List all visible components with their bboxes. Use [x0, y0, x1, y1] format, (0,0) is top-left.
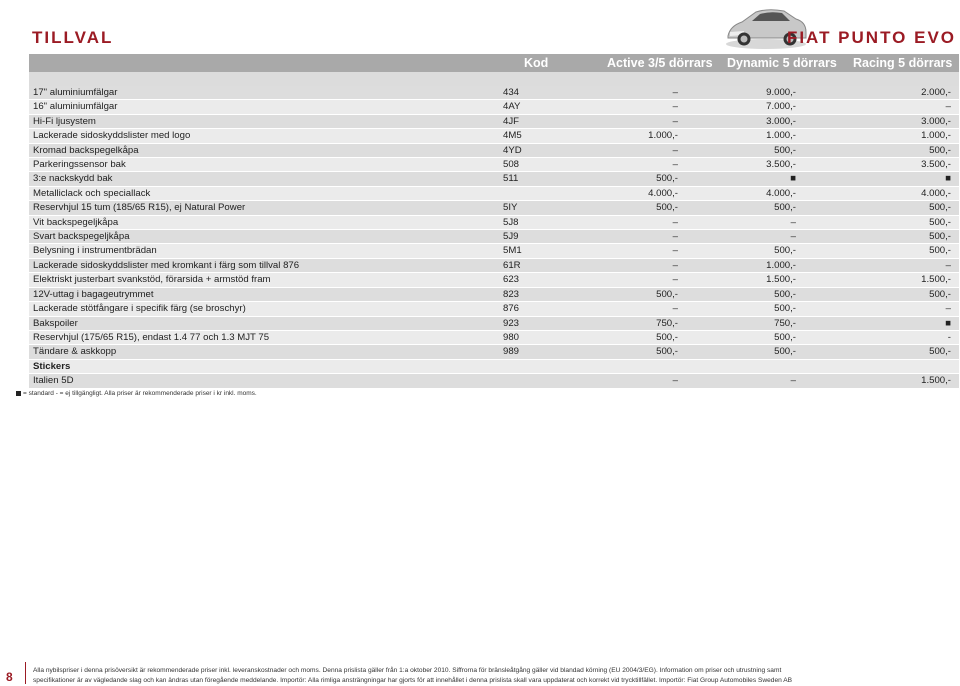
- price-active: 500,-: [563, 172, 680, 186]
- price-racing: 500,-: [798, 215, 959, 229]
- page-title: TILLVAL: [32, 28, 114, 47]
- option-code: [503, 359, 563, 373]
- price-racing: 1.500,-: [798, 273, 959, 287]
- option-name: 12V-uttag i bagageutrymmet: [29, 287, 503, 301]
- price-dynamic: 500,-: [680, 201, 798, 215]
- price-racing: 500,-: [798, 345, 959, 359]
- table-row: [29, 129, 959, 143]
- price-racing: ■: [798, 172, 959, 186]
- option-code: [503, 186, 563, 200]
- page-number: 8: [6, 670, 13, 684]
- options-table: [29, 86, 959, 389]
- price-dynamic: 1.000,-: [680, 129, 798, 143]
- option-code: 5M1: [503, 244, 563, 258]
- table-row: [29, 114, 959, 128]
- price-racing: 4.000,-: [798, 186, 959, 200]
- price-dynamic: –: [680, 215, 798, 229]
- option-code: 4AY: [503, 100, 563, 114]
- price-active: –: [563, 258, 680, 272]
- option-name: Kromad backspegelkåpa: [29, 143, 503, 157]
- price-racing: 1.000,-: [798, 129, 959, 143]
- price-active: –: [563, 114, 680, 128]
- price-racing: 3.500,-: [798, 158, 959, 172]
- table-row: [29, 316, 959, 330]
- standard-square-icon: [16, 391, 21, 396]
- footer-divider: [25, 662, 26, 684]
- table-row: [29, 186, 959, 200]
- table-row: [29, 258, 959, 272]
- option-name: Svart backspegeljkåpa: [29, 230, 503, 244]
- option-code: 61R: [503, 258, 563, 272]
- price-active: [563, 359, 680, 373]
- table-row: [29, 359, 959, 373]
- price-dynamic: 500,-: [680, 287, 798, 301]
- option-code: 923: [503, 316, 563, 330]
- option-name: Belysning i instrumentbrädan: [29, 244, 503, 258]
- option-code: 823: [503, 287, 563, 301]
- option-code: 434: [503, 86, 563, 100]
- price-active: –: [563, 273, 680, 287]
- price-active: –: [563, 374, 680, 388]
- legend-text: = standard - = ej tillgängligt. Alla priser är rekommenderade priser i kr inkl. moms.: [23, 390, 257, 397]
- option-name: Reservhjul 15 tum (185/65 R15), ej Natural Power: [29, 201, 503, 215]
- option-code: 623: [503, 273, 563, 287]
- price-dynamic: ■: [680, 172, 798, 186]
- option-code: 876: [503, 302, 563, 316]
- option-name: Metalliclack och speciallack: [29, 186, 503, 200]
- price-active: –: [563, 302, 680, 316]
- footer-text: [33, 666, 933, 686]
- price-active: –: [563, 86, 680, 100]
- option-name: Reservhjul (175/65 R15), endast 1.4 77 och 1.3 MJT 75: [29, 330, 503, 344]
- price-dynamic: 500,-: [680, 345, 798, 359]
- header-racing: Racing 5 dörrars: [853, 56, 953, 70]
- table-row: [29, 230, 959, 244]
- option-name: Stickers: [29, 359, 503, 373]
- option-name: Hi-Fi ljusystem: [29, 114, 503, 128]
- price-racing: [798, 359, 959, 373]
- price-racing: –: [798, 258, 959, 272]
- price-active: –: [563, 215, 680, 229]
- price-active: 500,-: [563, 287, 680, 301]
- footer-line-1: Alla nybilspriser i denna prisöversikt är rekommenderade priser inkl. leveranskostnader och moms. Denna prislista gäller från 1:a oktober 2010. Siffrorna för bränsleåtgång gäller vid blandad körning (EU 2004/3/EG). Information om priser och utrustning samt: [33, 667, 782, 674]
- price-dynamic: 3.500,-: [680, 158, 798, 172]
- option-name: Lackerade sidoskyddslister med kromkant i färg som tillval 876: [29, 258, 503, 272]
- price-active: 750,-: [563, 316, 680, 330]
- price-active: –: [563, 158, 680, 172]
- table-row: [29, 172, 959, 186]
- price-racing: 2.000,-: [798, 86, 959, 100]
- option-code: 5IY: [503, 201, 563, 215]
- price-racing: 500,-: [798, 287, 959, 301]
- price-active: 500,-: [563, 345, 680, 359]
- header-spacer: [29, 72, 959, 86]
- price-racing: 1.500,-: [798, 374, 959, 388]
- price-racing: 500,-: [798, 143, 959, 157]
- option-code: 4YD: [503, 143, 563, 157]
- price-racing: 3.000,-: [798, 114, 959, 128]
- price-dynamic: 7.000,-: [680, 100, 798, 114]
- option-name: Elektriskt justerbart svankstöd, förarsida + armstöd fram: [29, 273, 503, 287]
- table-row: [29, 330, 959, 344]
- option-code: 4M5: [503, 129, 563, 143]
- price-dynamic: 500,-: [680, 302, 798, 316]
- price-dynamic: [680, 359, 798, 373]
- price-active: –: [563, 143, 680, 157]
- option-name: Italien 5D: [29, 374, 503, 388]
- price-racing: –: [798, 100, 959, 114]
- price-dynamic: 500,-: [680, 330, 798, 344]
- price-racing: 500,-: [798, 230, 959, 244]
- price-dynamic: 1.000,-: [680, 258, 798, 272]
- table-row: [29, 86, 959, 100]
- table-row: [29, 215, 959, 229]
- option-name: Vit backspegeljkåpa: [29, 215, 503, 229]
- header-kod: Kod: [524, 56, 549, 70]
- option-name: Lackerade sidoskyddslister med logo: [29, 129, 503, 143]
- header-dynamic: Dynamic 5 dörrars: [727, 56, 837, 70]
- price-dynamic: –: [680, 374, 798, 388]
- price-active: –: [563, 244, 680, 258]
- price-active: 4.000,-: [563, 186, 680, 200]
- option-code: [503, 374, 563, 388]
- option-code: 4JF: [503, 114, 563, 128]
- footer-line-2: specifikationer är av vägledande slag och kan ändras utan föregående meddelande. Importör: Alla rimliga ansträngningar har gjorts för att innehållet i denna prislista skall vara uppdaterat och korrekt vid trycktillfället. Importör: Fiat Group Automobiles Sweden AB: [33, 677, 793, 684]
- header-active: Active 3/5 dörrars: [607, 56, 713, 70]
- option-name: 16" aluminiumfälgar: [29, 100, 503, 114]
- price-active: –: [563, 100, 680, 114]
- price-dynamic: 500,-: [680, 244, 798, 258]
- legend: [16, 390, 257, 397]
- price-active: 500,-: [563, 201, 680, 215]
- price-racing: -: [798, 330, 959, 344]
- price-racing: 500,-: [798, 244, 959, 258]
- price-dynamic: –: [680, 230, 798, 244]
- option-name: 17" aluminiumfälgar: [29, 86, 503, 100]
- price-active: –: [563, 230, 680, 244]
- price-dynamic: 4.000,-: [680, 186, 798, 200]
- price-active: 1.000,-: [563, 129, 680, 143]
- option-name: Tändare & askkopp: [29, 345, 503, 359]
- price-active: 500,-: [563, 330, 680, 344]
- option-code: 980: [503, 330, 563, 344]
- option-code: 508: [503, 158, 563, 172]
- price-racing: ■: [798, 316, 959, 330]
- option-name: 3:e nackskydd bak: [29, 172, 503, 186]
- table-row: [29, 302, 959, 316]
- price-dynamic: 500,-: [680, 143, 798, 157]
- price-racing: –: [798, 302, 959, 316]
- table-row: [29, 287, 959, 301]
- table-row: [29, 374, 959, 388]
- table-row: [29, 345, 959, 359]
- price-dynamic: 750,-: [680, 316, 798, 330]
- option-code: 5J8: [503, 215, 563, 229]
- option-name: Lackerade stötfångare i specifik färg (se broschyr): [29, 302, 503, 316]
- table-row: [29, 273, 959, 287]
- price-dynamic: 9.000,-: [680, 86, 798, 100]
- option-name: Bakspoiler: [29, 316, 503, 330]
- brand-title: FIAT PUNTO EVO: [786, 28, 956, 47]
- price-dynamic: 1.500,-: [680, 273, 798, 287]
- price-racing: 500,-: [798, 201, 959, 215]
- option-code: 989: [503, 345, 563, 359]
- table-row: [29, 201, 959, 215]
- option-code: 5J9: [503, 230, 563, 244]
- option-code: 511: [503, 172, 563, 186]
- price-dynamic: 3.000,-: [680, 114, 798, 128]
- table-row: [29, 244, 959, 258]
- table-row: [29, 143, 959, 157]
- table-row: [29, 100, 959, 114]
- table-row: [29, 158, 959, 172]
- table-header: [29, 54, 959, 72]
- option-name: Parkeringssensor bak: [29, 158, 503, 172]
